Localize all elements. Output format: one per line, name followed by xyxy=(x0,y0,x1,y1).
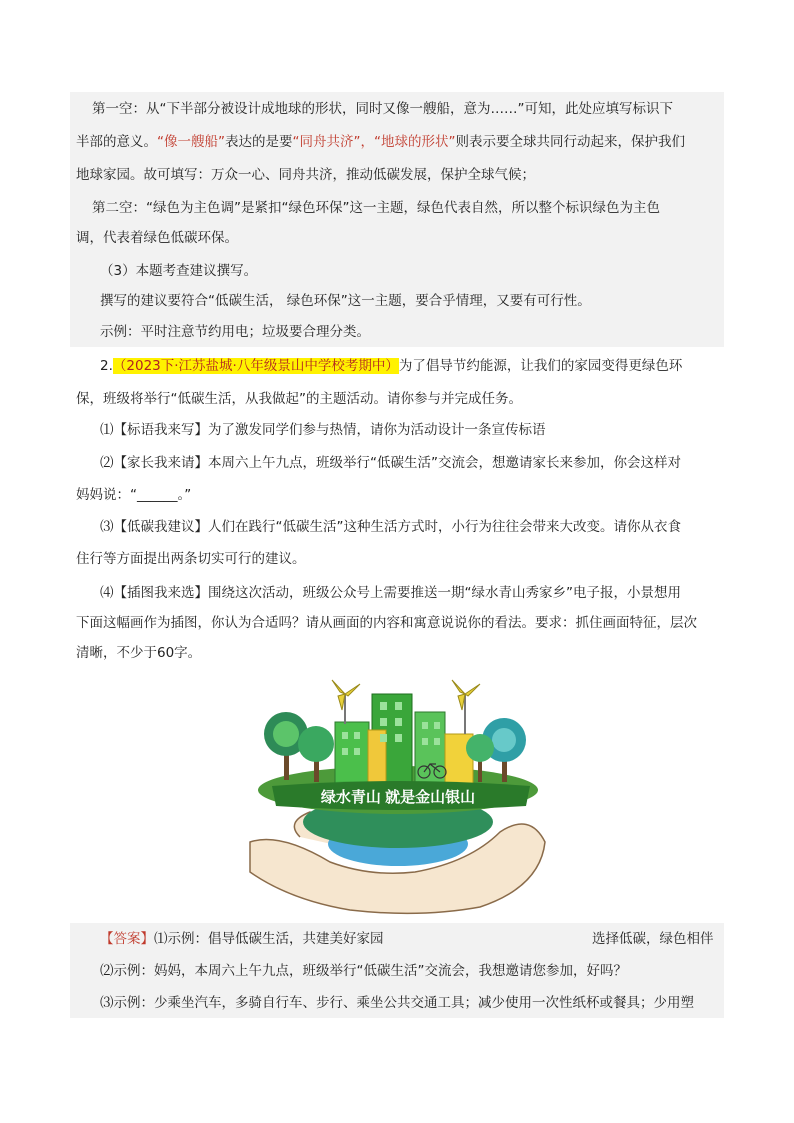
answer-line-3: ⑶示例：少乘坐汽车，多骑自行车、步行、乘坐公共交通工具；减少使用一次性纸杯或餐具；少用塑 xyxy=(100,995,694,1011)
answer-1: ⑴示例：倡导低碳生活，共建美好家园 xyxy=(154,931,384,947)
windmill-right xyxy=(452,680,480,734)
question-2-line-1 xyxy=(100,357,682,375)
solution-line-2-mid: 表达的是要 xyxy=(225,134,293,150)
green-city-illustration xyxy=(240,672,556,918)
solution-line-4: 第二空：“绿色为主色调”是紧扣“绿色环保”这一主题，绿色代表自然，所以整个标识绿色为主色 xyxy=(92,200,660,216)
windmill-left xyxy=(332,680,360,724)
task-1: ⑴【标语我来写】为了激发同学们参与热情，请你为活动设计一条宣传标语 xyxy=(100,422,546,438)
solution-line-2-end: 则表示要全球共同行动起来，保护我们 xyxy=(455,134,685,150)
answer-line-2: ⑵示例：妈妈，本周六上午九点，班级举行“低碳生活”交流会，我想邀请您参加，好吗？ xyxy=(100,963,627,979)
answer-line-1 xyxy=(100,930,384,948)
answer-1-alt: 选择低碳，绿色相伴 xyxy=(592,931,714,947)
task-4-cont: 下面这幅画作为插图，你认为合适吗？请从画面的内容和寓意说说你的看法。要求：抓住画面特征，层次 xyxy=(76,615,697,631)
banner-text: 绿水青山 就是金山银山 xyxy=(320,789,476,806)
solution-line-5: 调，代表着绿色低碳环保。 xyxy=(76,230,238,246)
question-intro: 为了倡导节约能源，让我们的家园变得更绿色环 xyxy=(398,358,683,374)
task-3-cont: 住行等方面提出两条切实可行的建议。 xyxy=(76,551,306,567)
solution-line-2-start: 半部的意义。 xyxy=(76,134,157,150)
question-number: 2. xyxy=(100,358,113,374)
task-2-cont: 妈妈说：“______。” xyxy=(76,487,192,503)
solution-line-2 xyxy=(76,133,685,151)
task-4: ⑷【插图我来选】围绕这次活动，班级公众号上需要推送一期“绿水青山秀家乡”电子报，小景想用 xyxy=(100,585,681,601)
quote-boat: “像一艘船” xyxy=(157,134,225,150)
solution-line-8: 示例：平时注意节约用电；垃圾要合理分类。 xyxy=(100,324,370,340)
solution-line-3: 地球家园。故可填写：万众一心、同舟共济，推动低碳发展，保护全球气候； xyxy=(76,167,535,183)
solution-line-6: （3）本题考查建议撰写。 xyxy=(100,263,258,279)
building-1 xyxy=(335,722,369,790)
answer-label: 【答案】 xyxy=(100,931,154,947)
task-2: ⑵【家长我来请】本周六上午九点，班级举行“低碳生活”交流会，想邀请家长来参加，你会这样对 xyxy=(100,455,681,471)
quote-earth: “同舟共济”，“地球的形状” xyxy=(292,134,456,150)
question-source: （2023下·江苏盐城·八年级景山中学校考期中） xyxy=(112,358,399,374)
task-3: ⑶【低碳我建议】人们在践行“低碳生活”这种生活方式时，小行为往往会带来大改变。请你从衣食 xyxy=(100,519,681,535)
solution-line-7: 撰写的建议要符合“低碳生活， 绿色环保”这一主题，要合乎情理，又要有可行性。 xyxy=(100,293,591,309)
question-2-line-2: 保，班级将举行“低碳生活，从我做起”的主题活动。请你参与并完成任务。 xyxy=(76,391,522,407)
task-4-cont-2: 清晰，不少于60字。 xyxy=(76,645,202,661)
solution-line-1: 第一空：从“下半部分被设计成地球的形状，同时又像一艘船，意为……”可知，此处应填写标识下 xyxy=(92,101,673,117)
